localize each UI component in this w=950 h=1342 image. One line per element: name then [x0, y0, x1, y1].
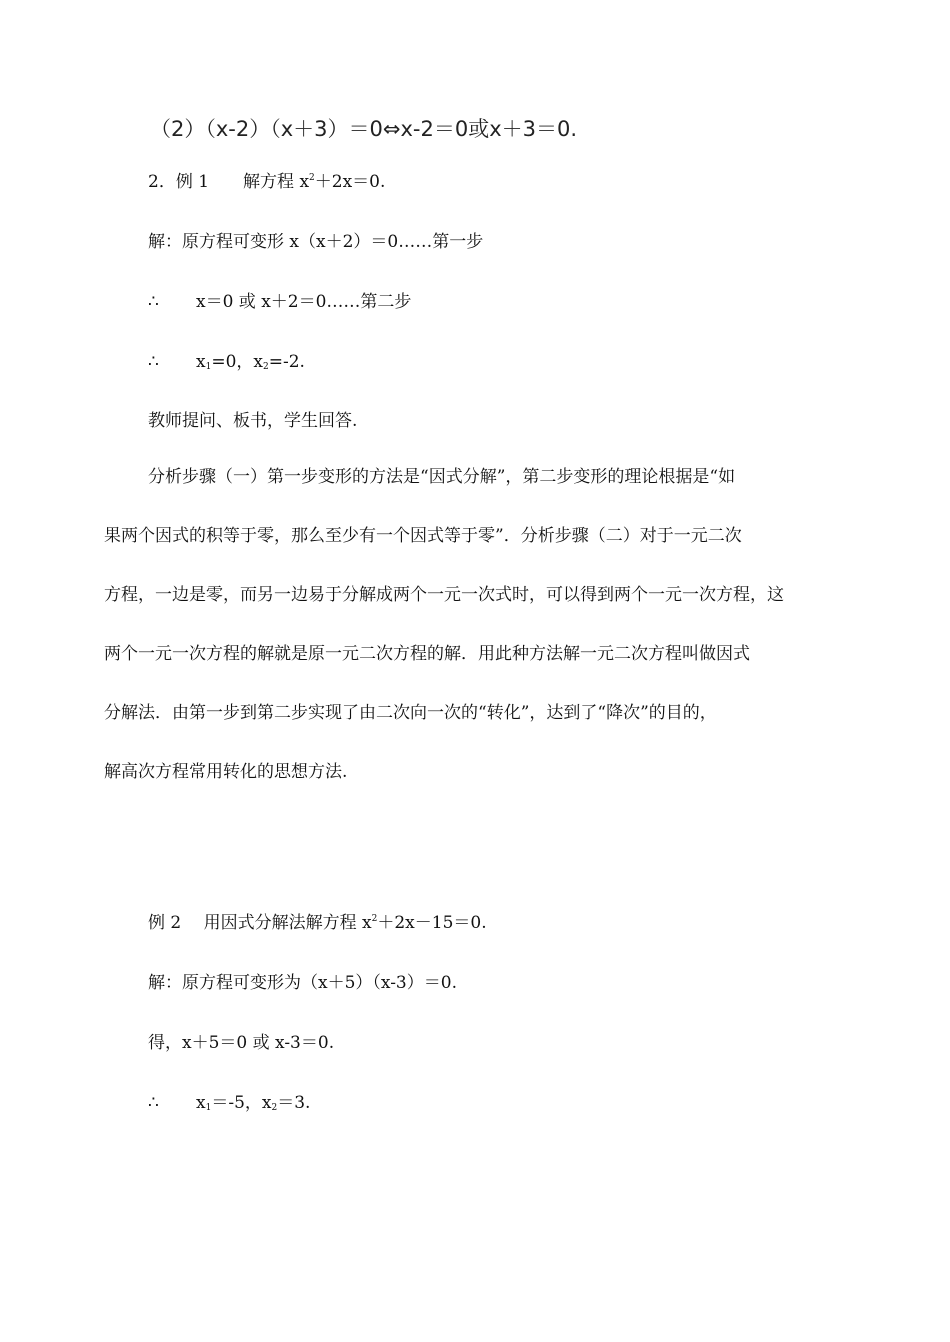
subscript: 1	[205, 1103, 212, 1113]
subscript: 2	[262, 362, 269, 372]
teacher-note-text: 教师提问、板书，学生回答.	[148, 411, 358, 431]
example-2-step	[148, 1032, 334, 1054]
paragraph-line: 果两个因式的积等于零，那么至少有一个因式等于零”．分析步骤（二）对于一元二次	[104, 526, 742, 546]
root-value-1: ＝-5，x	[211, 1093, 272, 1113]
analysis-paragraph	[104, 448, 839, 802]
root-value-1: =0，x	[211, 352, 263, 372]
solution-step-1	[148, 231, 483, 253]
therefore-symbol: ∴	[148, 1093, 159, 1113]
equation-text: （2）（x-2）（x＋3）＝0⇔x-2＝0或x＋3＝0.	[150, 117, 578, 141]
example-1-label: 2．例 1 解方程 x	[148, 172, 310, 192]
teacher-note	[148, 410, 357, 432]
solution-result	[148, 351, 305, 373]
example-2-solution-text: 解：原方程可变形为（x＋5）（x-3）＝0.	[148, 973, 457, 993]
example-2-step-text: 得，x＋5＝0 或 x-3＝0.	[148, 1033, 335, 1053]
example-1-heading	[148, 171, 385, 193]
example-2-label: 例 2 用因式分解法解方程 x	[148, 913, 372, 933]
paragraph-line: 方程，一边是零，而另一边易于分解成两个一元一次式时，可以得到两个一元一次方程，这	[104, 585, 784, 605]
example-2-heading	[148, 912, 487, 934]
solution-step-2-text: x＝0 或 x＋2＝0……第二步	[196, 292, 412, 312]
root-var: x	[196, 352, 206, 372]
paragraph-line: 解高次方程常用转化的思想方法.	[104, 762, 348, 782]
therefore-symbol: ∴	[148, 292, 159, 312]
example-2-solution	[148, 972, 457, 994]
solution-step-1-text: 解：原方程可变形 x（x＋2）＝0……第一步	[148, 232, 484, 252]
solution-step-2	[148, 291, 411, 313]
equation-line-2	[150, 116, 577, 142]
subscript: 2	[271, 1103, 278, 1113]
subscript: 1	[205, 362, 212, 372]
exponent: 2	[371, 914, 378, 924]
root-value-2: =-2.	[268, 352, 305, 372]
paragraph-line: 两个一元一次方程的解就是原一元二次方程的解．用此种方法解一元二次方程叫做因式	[104, 644, 750, 664]
example-1-equation-tail: ＋2x＝0.	[314, 172, 386, 192]
example-2-result	[148, 1092, 310, 1114]
paragraph-line: 分解法．由第一步到第二步实现了由二次向一次的“转化”，达到了“降次”的目的，	[104, 703, 717, 723]
example-2-equation-tail: ＋2x－15＝0.	[377, 913, 487, 933]
root-value-2: ＝3.	[277, 1093, 311, 1113]
therefore-symbol: ∴	[148, 352, 159, 372]
root-var: x	[196, 1093, 206, 1113]
exponent: 2	[309, 173, 315, 183]
paragraph-line: 分析步骤（一）第一步变形的方法是“因式分解”，第二步变形的理论根据是“如	[148, 467, 736, 487]
